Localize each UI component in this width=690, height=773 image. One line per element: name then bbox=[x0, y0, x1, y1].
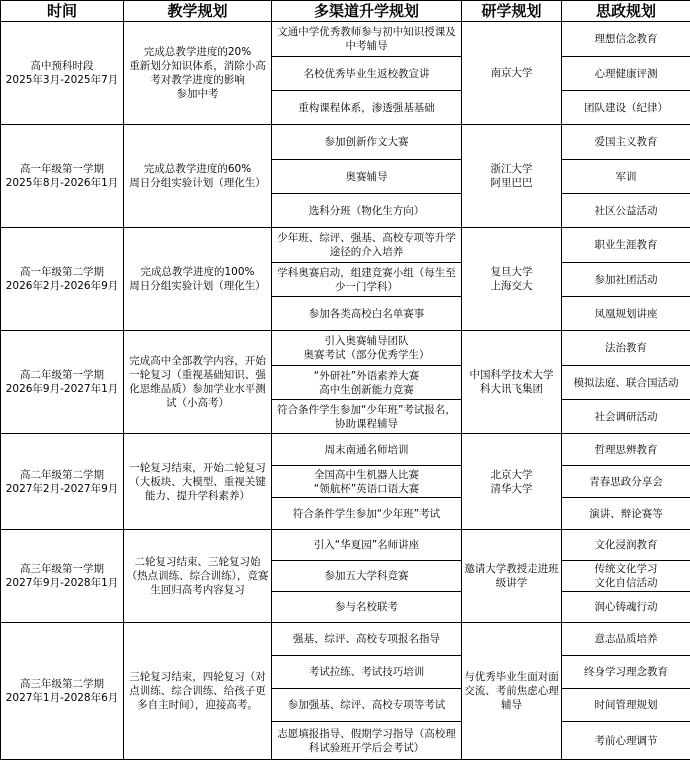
channel-cell: 参加强基、综评、高校专项等考试 bbox=[272, 689, 462, 722]
table-row bbox=[1, 623, 690, 656]
channel-cell: 考试拉练、考试技巧培训 bbox=[272, 656, 462, 689]
politics-cell: 社会调研活动 bbox=[562, 400, 690, 434]
time-cell: 高三年级第二学期 2027年1月-2028年6月 bbox=[1, 623, 124, 760]
politics-cell: 意志品质培养 bbox=[562, 623, 690, 656]
politics-cell: 模拟法庭、联合国活动 bbox=[562, 366, 690, 400]
time-cell: 高二年级第一学期 2026年9月-2027年1月 bbox=[1, 331, 124, 434]
channel-cell: 重构课程体系，渗透强基基础 bbox=[272, 91, 462, 125]
time-cell: 高中预科时段 2025年3月-2025年7月 bbox=[1, 22, 124, 125]
channel-cell: 选科分班（物化生方向） bbox=[272, 194, 462, 228]
channel-cell: 奥赛辅导 bbox=[272, 160, 462, 194]
politics-cell: 润心铸魂行动 bbox=[562, 592, 690, 623]
channel-cell: 参加创新作文大赛 bbox=[272, 125, 462, 160]
teaching-cell: 一轮复习结束，开始二轮复习（大板块、大模型、重视关键能力、提升学科素养） bbox=[124, 434, 272, 530]
channel-cell: 全国高中生机器人比赛 “领航杯”英语口语大赛 bbox=[272, 466, 462, 498]
study-cell: 南京大学 bbox=[462, 22, 562, 125]
teaching-cell: 三轮复习结束，四轮复习（对点训练、综合训练、给孩子更多自主时间），迎接高考。 bbox=[124, 623, 272, 760]
channel-cell: 学科奥赛启动，组建竞赛小组（每生至少一门学科） bbox=[272, 263, 462, 297]
time-cell: 高一年级第一学期 2025年8月-2026年1月 bbox=[1, 125, 124, 228]
politics-cell: 团队建设（纪律） bbox=[562, 91, 690, 125]
channel-cell: 志愿填报指导、假期学习指导（高校理科试验班开学后会考试） bbox=[272, 722, 462, 760]
politics-cell: 考前心理调节 bbox=[562, 722, 690, 760]
politics-cell: 法治教育 bbox=[562, 331, 690, 366]
time-cell: 高三年级第一学期 2027年9月-2028年1月 bbox=[1, 530, 124, 623]
header-time: 时间 bbox=[1, 1, 124, 22]
channel-cell: 引入“华夏园”名师讲座 bbox=[272, 530, 462, 561]
table-row bbox=[1, 331, 690, 366]
teaching-cell: 完成总教学进度的60% 周日分组实验计划（理化生） bbox=[124, 125, 272, 228]
channel-cell: 名校优秀毕业生返校教宣讲 bbox=[272, 57, 462, 91]
table-row bbox=[1, 530, 690, 561]
politics-cell: 时间管理规划 bbox=[562, 689, 690, 722]
channel-cell: 引入奥赛辅导团队 奥赛考试（部分优秀学生） bbox=[272, 331, 462, 366]
politics-cell: 演讲、辩论赛等 bbox=[562, 498, 690, 530]
channel-cell: 参加各类高校白名单赛事 bbox=[272, 297, 462, 331]
table-row bbox=[1, 22, 690, 57]
header-politics: 思政规划 bbox=[562, 1, 690, 22]
politics-cell: 参加社团活动 bbox=[562, 263, 690, 297]
politics-cell: 哲理思辨教育 bbox=[562, 434, 690, 466]
study-cell: 与优秀毕业生面对面交流、考前焦虑心理辅导 bbox=[462, 623, 562, 760]
politics-cell: 心理健康评测 bbox=[562, 57, 690, 91]
study-cell: 浙江大学 阿里巴巴 bbox=[462, 125, 562, 228]
time-cell: 高一年级第二学期 2026年2月-2026年9月 bbox=[1, 228, 124, 331]
teaching-cell: 完成总教学进度的20% 重新划分知识体系，消除小高考对教学进度的影响 参加中考 bbox=[124, 22, 272, 125]
teaching-cell: 完成高中全部教学内容，开始一轮复习（重视基础知识、强化思维品质）参加学业水平测试（小高考） bbox=[124, 331, 272, 434]
table-row bbox=[1, 434, 690, 466]
politics-cell: 传统文化学习 文化自信活动 bbox=[562, 561, 690, 592]
politics-cell: 理想信念教育 bbox=[562, 22, 690, 57]
time-cell: 高二年级第二学期 2027年2月-2027年9月 bbox=[1, 434, 124, 530]
politics-cell: 爱国主义教育 bbox=[562, 125, 690, 160]
politics-cell: 凤凰规划讲座 bbox=[562, 297, 690, 331]
header-row bbox=[1, 1, 690, 22]
channel-cell: “外研社”外语素养大赛 高中生创新能力竞赛 bbox=[272, 366, 462, 400]
study-cell: 邀请大学教授走进班级讲学 bbox=[462, 530, 562, 623]
channel-cell: 符合条件学生参加“少年班”考试 bbox=[272, 498, 462, 530]
channel-cell: 强基、综评、高校专项报名指导 bbox=[272, 623, 462, 656]
header-channels: 多渠道升学规划 bbox=[272, 1, 462, 22]
header-study: 研学规划 bbox=[462, 1, 562, 22]
channel-cell: 周末南通名师培训 bbox=[272, 434, 462, 466]
study-cell: 中国科学技术大学 科大讯飞集团 bbox=[462, 331, 562, 434]
politics-cell: 军训 bbox=[562, 160, 690, 194]
politics-cell: 社区公益活动 bbox=[562, 194, 690, 228]
table-row bbox=[1, 228, 690, 263]
channel-cell: 文通中学优秀教师参与初中知识授课及中考辅导 bbox=[272, 22, 462, 57]
channel-cell: 符合条件学生参加“少年班”考试报名，协助课程辅导 bbox=[272, 400, 462, 434]
table-row bbox=[1, 125, 690, 160]
teaching-cell: 完成总教学进度的100% 周日分组实验计划（理化生） bbox=[124, 228, 272, 331]
channel-cell: 参加五大学科竞赛 bbox=[272, 561, 462, 592]
channel-cell: 参与名校联考 bbox=[272, 592, 462, 623]
politics-cell: 终身学习理念教育 bbox=[562, 656, 690, 689]
header-teaching: 教学规划 bbox=[124, 1, 272, 22]
politics-cell: 职业生涯教育 bbox=[562, 228, 690, 263]
study-cell: 复旦大学 上海交大 bbox=[462, 228, 562, 331]
teaching-cell: 二轮复习结束、三轮复习始（热点训练、综合训练），竞赛生回归高考内容复习 bbox=[124, 530, 272, 623]
politics-cell: 文化浸润教育 bbox=[562, 530, 690, 561]
study-cell: 北京大学 清华大学 bbox=[462, 434, 562, 530]
channel-cell: 少年班、综评、强基、高校专项等升学途径的介入培养 bbox=[272, 228, 462, 263]
politics-cell: 青春思政分享会 bbox=[562, 466, 690, 498]
